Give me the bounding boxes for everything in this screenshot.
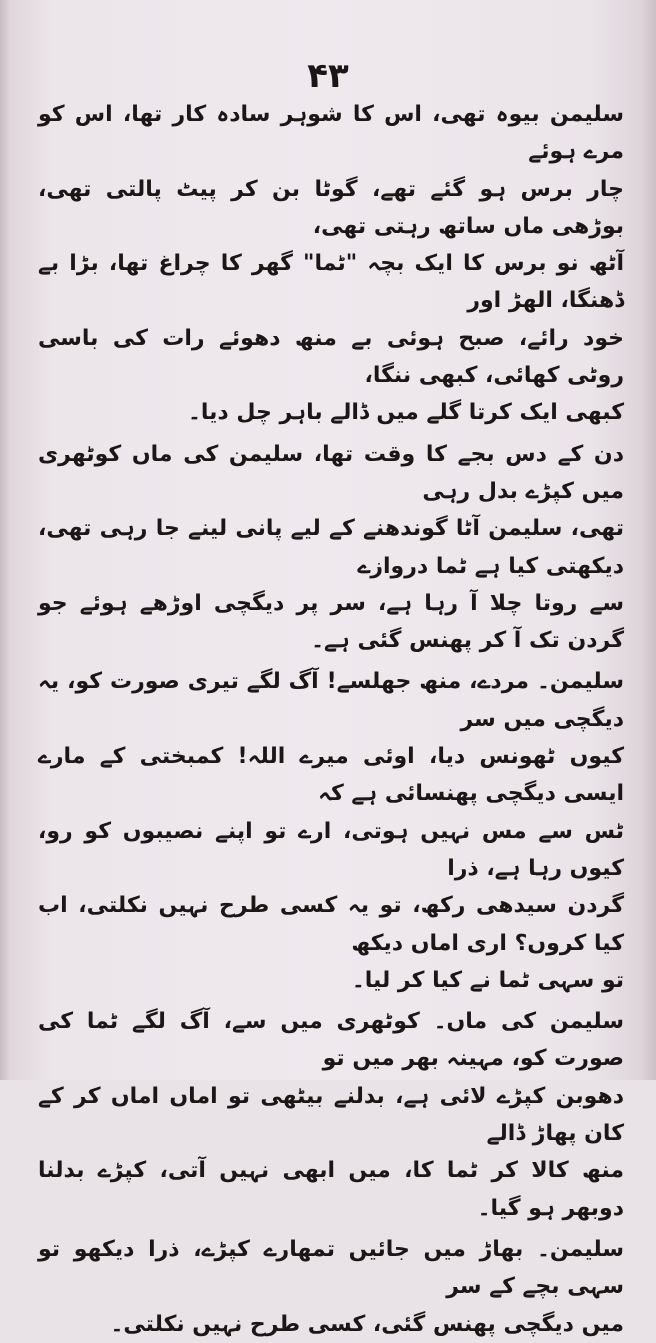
paragraph-1: سلیمن بیوہ تھی، اس کا شوہر سادہ کار تھا، اس کو مرے ہوئے چار برس ہو گئے تھے، گوٹا بن کر پیٹ پالتی تھی، بوڑھی ماں ساتھ رہتی تھی، آٹھ نو برس کا ایک بچہ "ٹما" گھر کا چراغ تھا، بڑا بے ڈھنگا، الھڑ اور خود رائے، صبح ہوئی بے منھ دھوئے رات کی باسی روٹی کھائی، کبھی ننگا، کبھی ایک کرتا گلے میں ڈالے باہر چل دیا۔ — [38, 102, 624, 426]
paragraph-5: سلیمن۔ بھاڑ میں جائیں تمھارے کپڑے، ذرا دیکھو تو سہی بچے کے سر میں دیگچی پھنس گئی، کسی طرح نہیں نکلتی۔ — [38, 1236, 624, 1337]
paragraph-4: سلیمن کی ماں۔ کوٹھری میں سے، آگ لگے ٹما کی صورت کو، مہینہ بھر میں تو دھوبن کپڑے لائی ہے، بدلنے بیٹھی تو اماں اماں کر کے کان پھاڑ ڈالے منھ کالا کر ٹما کا، میں ابھی نہیں آتی، کپڑے بدلنا دوبھر ہو گیا۔ — [38, 1009, 624, 1221]
body-text — [38, 96, 624, 1343]
page-edge-shadow-left — [0, 0, 10, 1080]
page-edge-shadow-right — [642, 0, 656, 1080]
paragraph-3: سلیمن۔ مردے، منھ جھلسے! آگ لگے تیری صورت کو، یہ دیگچی میں سر کیوں ٹھونس دیا، اوئی میرے اللہ! کمبختی کے مارے ایسی دیگچی پھنسائی ہے کہ ٹس سے مس نہیں ہوتی، ارے تو اپنے نصیبوں کو رو، کیوں رہا ہے، ذرا گردن سیدھی رکھ، تو یہ کسی طرح نہیں نکلتی، اب کیا کروں؟ اری اماں دیکھ تو سہی ٹما نے کیا کر لیا۔ — [38, 669, 624, 993]
page-number: ۴۳ — [307, 56, 349, 96]
paragraph-2: دن کے دس بجے کا وقت تھا، سلیمن کی ماں کوٹھری میں کپڑے بدل رہی تھی، سلیمن آٹا گوندھنے کے لیے پانی لینے جا رہی تھی، دیکھتی کیا ہے ٹما دروازے سے روتا چلا آ رہا ہے، سر پر دیگچی اوڑھے ہوئے جو گردن تک آ کر پھنس گئی ہے۔ — [38, 441, 624, 654]
